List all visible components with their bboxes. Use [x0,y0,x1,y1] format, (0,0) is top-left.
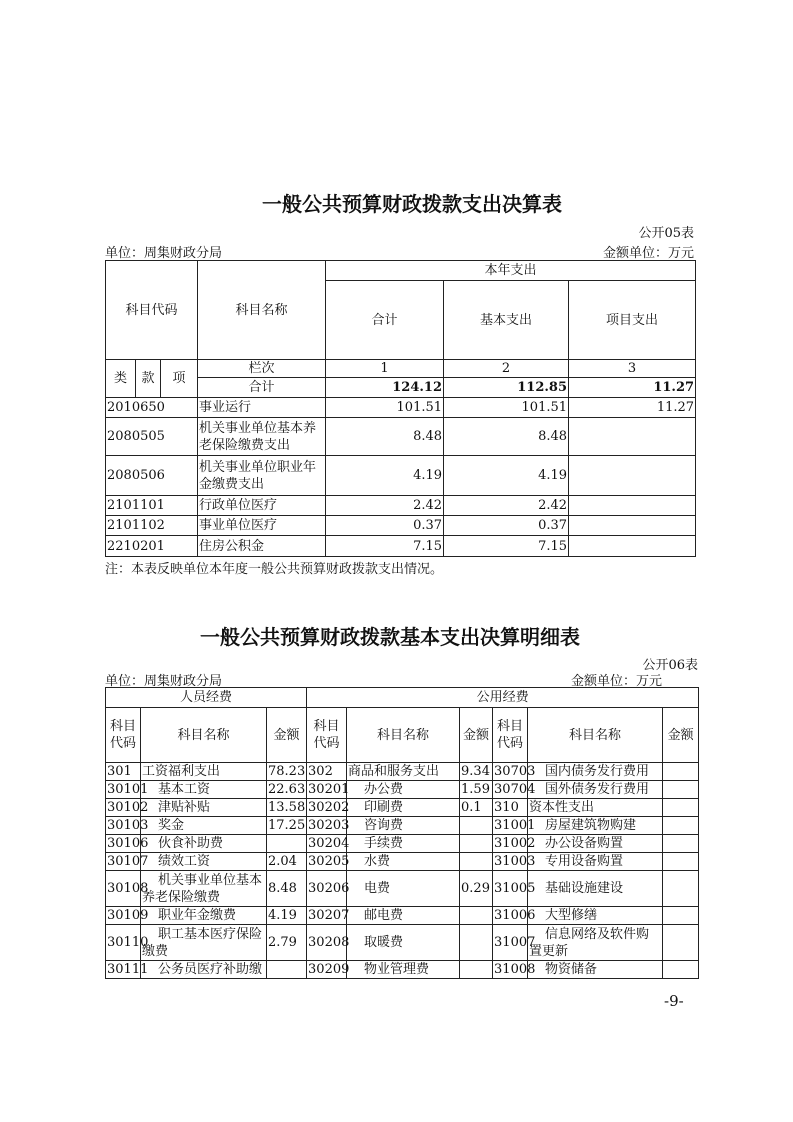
row-name: 物资储备 [528,961,663,979]
row-amount [663,961,699,979]
row-amount [663,871,699,907]
row-name: 公务员医疗补助缴 [141,961,267,979]
row-amount [460,925,493,961]
row-name: 工资福利支出 [141,763,267,781]
row-amount [663,799,699,817]
row-amount: 4.19 [267,907,307,925]
header-code: 科目代码 [307,708,347,763]
header-total: 合计 [326,281,444,360]
row-amount [663,925,699,961]
row-amount [663,817,699,835]
row-name: 职工基本医疗保险缴费 [141,925,267,961]
row-basic: 2.42 [444,496,569,516]
table05 [105,260,696,557]
row-code: 302 [307,763,347,781]
table-row [106,456,696,496]
row-code: 30209 [308,962,350,977]
table-row [106,817,699,835]
table-row [106,398,696,418]
row-code: 2080506 [106,456,198,496]
row-code: 30703 [494,764,536,779]
col-num-1: 1 [326,360,444,378]
table-row [106,961,699,979]
row-name: 咨询费 [347,817,460,835]
row-total: 2.42 [326,496,444,516]
row-basic: 8.48 [444,418,569,456]
header-name: 科目名称 [528,708,663,763]
row-basic: 101.51 [444,398,569,418]
row-code: 30108 [106,871,141,907]
page-number: -9- [664,992,684,1010]
table05-amount-unit: 金额单位：万元 [602,246,694,261]
header-amount: 金额 [663,708,699,763]
row-code: 2101102 [106,516,198,536]
header-personnel: 人员经费 [106,688,307,708]
row-name: 事业单位医疗 [198,516,326,536]
row-project [569,496,696,516]
row-code: 30202 [308,800,350,815]
header-amount: 金额 [460,708,493,763]
row-code: 30206 [307,871,347,907]
row-code: 30110 [106,925,141,961]
row-name: 取暖费 [347,925,460,961]
header-row [106,708,699,763]
total-sum: 124.12 [326,378,444,398]
header-lanci: 栏次 [198,360,326,378]
header-basic: 基本支出 [444,281,569,360]
row-amount [663,781,699,799]
table-row [106,781,699,799]
row-name: 基础设施建设 [528,871,663,907]
row-name: 机关事业单位基本养老保险缴费 [141,871,267,907]
row-code: 2080505 [106,418,198,456]
row-amount: 1.59 [460,781,493,799]
header-name: 科目名称 [347,708,460,763]
table06-title: 一般公共预算财政拨款基本支出决算明细表 [200,625,580,649]
header-code: 科目代码 [493,708,528,763]
row-total: 101.51 [326,398,444,418]
header-lei: 类 [106,360,136,398]
row-code: 30103 [107,818,149,833]
row-code: 30106 [107,836,149,851]
row-name: 机关事业单位基本养老保险缴费支出 [198,418,326,456]
row-code: 2210201 [106,536,198,557]
row-amount: 0.1 [460,799,493,817]
row-code: 30208 [307,925,347,961]
row-code: 301 [106,763,141,781]
row-basic: 7.15 [444,536,569,557]
row-name: 资本性支出 [528,799,663,817]
row-code: 31005 [493,871,528,907]
row-amount [663,853,699,871]
row-total: 0.37 [326,516,444,536]
row-amount [460,907,493,925]
row-code: 30207 [308,908,350,923]
header-name: 科目名称 [141,708,267,763]
row-name: 大型修缮 [528,907,663,925]
row-code: 31002 [494,836,536,851]
header-kuan: 款 [136,360,161,398]
row-code: 30704 [494,782,536,797]
row-code: 31007 [493,925,528,961]
row-name: 手续费 [347,835,460,853]
row-code: 30201 [308,782,350,797]
header-public: 公用经费 [307,688,699,708]
header-year: 本年支出 [326,261,696,281]
row-amount [460,835,493,853]
table-row [106,536,696,557]
table-row [106,418,696,456]
table-row [106,763,699,781]
row-name: 机关事业单位职业年金缴费支出 [198,456,326,496]
row-name: 水费 [347,853,460,871]
row-name: 事业运行 [198,398,326,418]
row-code: 31008 [494,962,536,977]
row-name: 行政单位医疗 [198,496,326,516]
table06-amount-unit: 金额单位：万元 [570,674,662,689]
row-amount [663,907,699,925]
total-project: 11.27 [569,378,696,398]
col-num-3: 3 [569,360,696,378]
table-row [106,516,696,536]
row-amount: 9.34 [460,763,493,781]
table06-unit: 单位：周集财政分局 [105,674,223,689]
row-code: 30204 [308,836,350,851]
row-name: 商品和服务支出 [347,763,460,781]
table-row [106,496,696,516]
row-amount: 13.58 [268,800,306,815]
header-name: 科目名称 [198,261,326,360]
header-project: 项目支出 [569,281,696,360]
row-name: 国外债务发行费用 [528,781,663,799]
row-name: 信息网络及软件购置更新 [528,925,663,961]
row-basic: 4.19 [444,456,569,496]
row-amount: 2.04 [267,853,307,871]
total-basic: 112.85 [444,378,569,398]
row-code: 30203 [308,818,350,833]
col-num-2: 2 [444,360,569,378]
row-name: 房屋建筑物购建 [528,817,663,835]
row-amount: 8.48 [267,871,307,907]
row-project [569,418,696,456]
row-project [569,516,696,536]
row-code: 31003 [494,854,536,869]
row-name: 伙食补助费 [141,835,267,853]
row-name: 职业年金缴费 [141,907,267,925]
row-amount: 17.25 [268,818,306,833]
row-amount: 22.63 [268,782,306,797]
row-total: 4.19 [326,456,444,496]
row-code: 30107 [107,854,149,869]
row-name: 住房公积金 [198,536,326,557]
row-name: 电费 [347,871,460,907]
header-code: 科目代码 [106,261,198,360]
row-project [569,536,696,557]
table05-title: 一般公共预算财政拨款支出决算表 [262,192,562,216]
row-name: 专用设备购置 [528,853,663,871]
row-code: 2010650 [106,398,198,418]
row-code: 30109 [107,908,149,923]
row-name: 办公费 [347,781,460,799]
table05-note: 注：本表反映单位本年度一般公共预算财政拨款支出情况。 [105,562,444,577]
row-name: 津贴补贴 [141,799,267,817]
row-name: 基本工资 [141,781,267,799]
row-total: 7.15 [326,536,444,557]
row-name: 印刷费 [347,799,460,817]
row-amount: 2.79 [267,925,307,961]
table-row [106,799,699,817]
row-total: 8.48 [326,418,444,456]
table-row [106,871,699,907]
header-xiang: 项 [161,360,198,398]
row-amount [460,817,493,835]
row-amount [663,835,699,853]
row-basic: 0.37 [444,516,569,536]
row-amount [460,853,493,871]
row-code: 2101101 [106,496,198,516]
row-name: 国内债务发行费用 [528,763,663,781]
row-amount [460,961,493,979]
total-label: 合计 [198,378,326,398]
row-code: 31001 [494,818,536,833]
table-row [106,907,699,925]
row-name: 绩效工资 [141,853,267,871]
row-name: 奖金 [141,817,267,835]
table06 [105,687,699,979]
header-amount: 金额 [267,708,307,763]
row-amount: 78.23 [268,764,306,779]
table05-code: 公开05表 [638,226,694,241]
table-row [106,853,699,871]
row-name: 物业管理费 [347,961,460,979]
table05-unit: 单位：周集财政分局 [105,246,223,261]
row-amount [663,763,699,781]
row-amount: 0.29 [460,871,493,907]
row-code: 310 [493,799,528,817]
header-code: 科目代码 [106,708,141,763]
row-project: 11.27 [569,398,696,418]
row-project [569,456,696,496]
row-name: 邮电费 [347,907,460,925]
row-amount [267,835,307,853]
row-code: 30102 [107,800,149,815]
row-name: 办公设备购置 [528,835,663,853]
table-row [106,835,699,853]
row-amount [267,961,307,979]
row-code: 31006 [494,908,536,923]
row-code: 30205 [308,854,350,869]
table06-code: 公开06表 [642,658,698,673]
row-code: 30101 [107,782,149,797]
row-code: 30111 [107,962,149,977]
table-row [106,925,699,961]
